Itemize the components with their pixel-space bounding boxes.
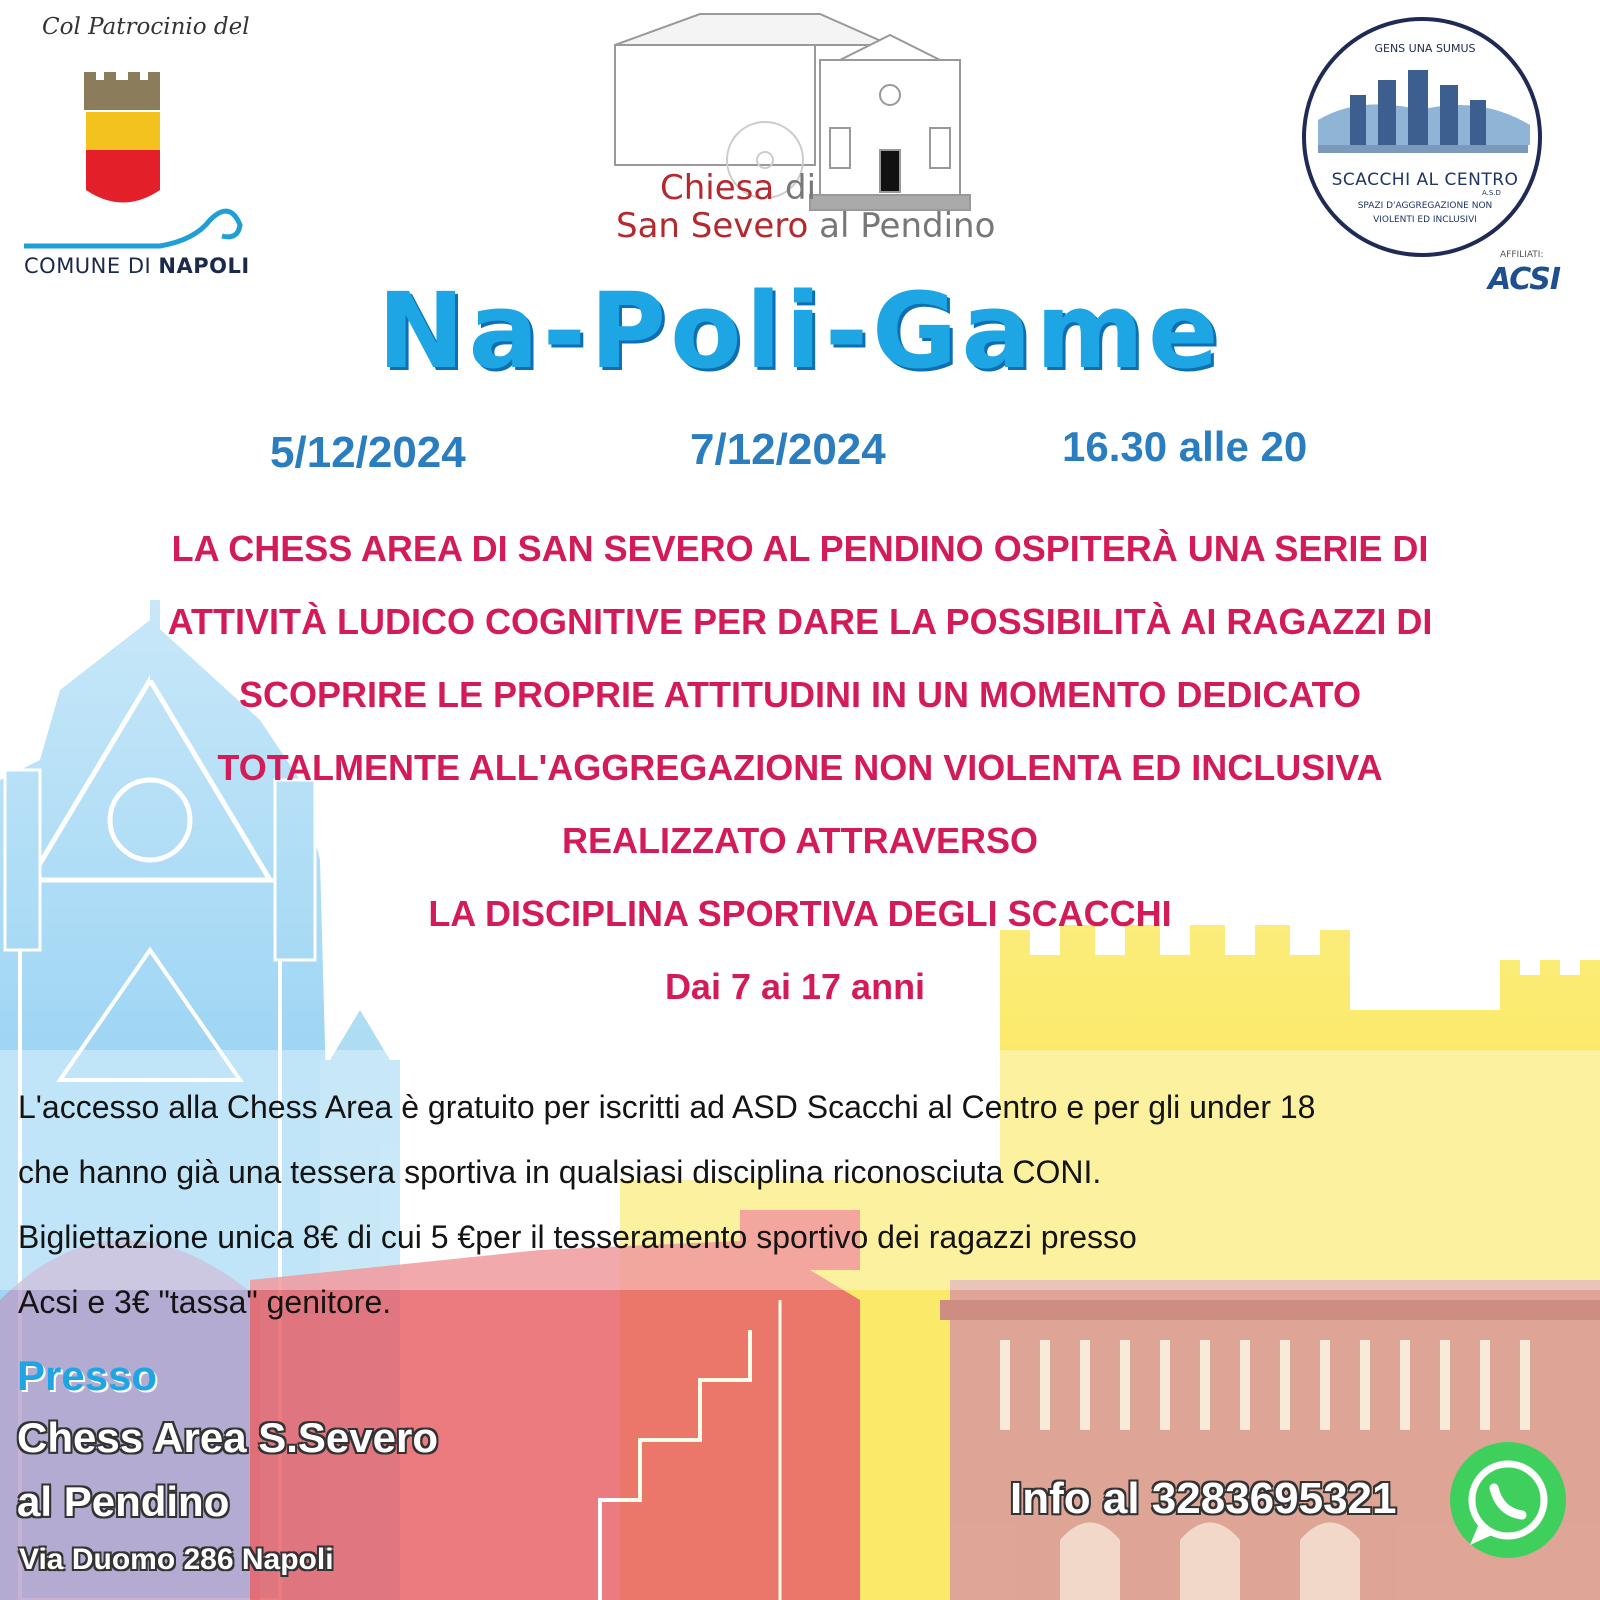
chiesa-al-pendino: al Pendino	[819, 206, 996, 246]
patrocinio-label: Col Patrocinio del	[42, 14, 250, 40]
event-date-1: 5/12/2024	[270, 428, 466, 477]
access-line: Bigliettazione unica 8€ di cui 5 €per il tesseramento sportivo dei ragazzi presso	[18, 1219, 1137, 1255]
access-line: Acsi e 3€ "tassa" genitore.	[18, 1284, 392, 1320]
location-name-line2: al Pendino	[17, 1478, 230, 1525]
chiesa-di: di	[785, 168, 817, 208]
location-name-line1: Chess Area S.Severo	[17, 1414, 439, 1461]
description-line: SCOPRIRE LE PROPRIE ATTITUDINI IN UN MOMENTO DEDICATO	[238, 674, 1362, 715]
description-line: LA CHESS AREA DI SAN SEVERO AL PENDINO OSPITERÀ UNA SERIE DI	[171, 528, 1429, 569]
affiliate-label: AFFILIATI:	[1500, 250, 1544, 260]
description-line: ATTIVITÀ LUDICO COGNITIVE PER DARE LA POSSIBILITÀ AI RAGAZZI DI	[167, 601, 1433, 642]
chiesa-word: Chiesa	[660, 168, 775, 208]
comune-prefix: COMUNE DI	[24, 254, 152, 278]
event-title: Na-Poli-Game	[377, 270, 1223, 392]
whatsapp-icon	[1450, 1442, 1566, 1558]
napoli-coat-of-arms	[84, 72, 160, 203]
event-description	[60, 512, 1540, 950]
club-motto: GENS UNA SUMUS	[1374, 42, 1476, 55]
chiesa-logo-line1	[660, 168, 816, 208]
chiesa-san-severo: San Severo	[616, 206, 809, 246]
age-range: Dai 7 ai 17 anni	[664, 966, 926, 1007]
access-line: L'accesso alla Chess Area è gratuito per iscritti ad ASD Scacchi al Centro e per gli under 18	[18, 1089, 1316, 1125]
acsi-logo: ACSI	[1488, 262, 1561, 297]
club-subtitle-2: VIOLENTI ED INCLUSIVI	[1373, 215, 1477, 225]
club-name: SCACCHI AL CENTRO	[1331, 170, 1519, 190]
club-asd: A.S.D	[1482, 189, 1501, 197]
chiesa-logo-line2	[616, 206, 995, 246]
event-time: 16.30 alle 20	[1062, 423, 1308, 470]
access-line: che hanno già una tessera sportiva in qualsiasi disciplina riconosciuta CONI.	[18, 1154, 1102, 1190]
event-date-2: 7/12/2024	[690, 425, 886, 474]
contact-info: Info al 3283695321	[1010, 1474, 1397, 1523]
description-line: TOTALMENTE ALL'AGGREGAZIONE NON VIOLENTA ED INCLUSIVA	[217, 747, 1383, 788]
club-subtitle-1: SPAZI D'AGGREGAZIONE NON	[1357, 201, 1493, 211]
location-address: Via Duomo 286 Napoli	[19, 1543, 334, 1576]
access-info	[18, 1075, 1578, 1335]
location-label: Presso	[17, 1352, 158, 1399]
description-line: LA DISCIPLINA SPORTIVA DEGLI SCACCHI	[428, 893, 1172, 934]
description-line: REALIZZATO ATTRAVERSO	[562, 820, 1038, 861]
comune-name: NAPOLI	[158, 254, 250, 278]
